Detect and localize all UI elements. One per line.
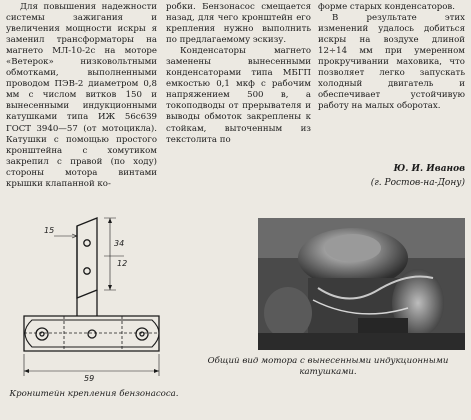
author-name: Ю. И. Иванов: [393, 164, 465, 174]
caption-motor: Общий вид мотора с вынесенными индукционными катушками.: [207, 356, 449, 377]
bracket-drawing: [4, 216, 184, 386]
dim-59: 59: [84, 374, 95, 383]
text-column-3: [318, 2, 465, 112]
text-column-2: [166, 2, 311, 146]
paragraph: Для повышения надежности системы зажигания и увеличения мощности искры я заменил трансформаторы на магнето МЛ-10-2с на моторе «Ветерок» низковольтными обмотками, выполненными проводом ПЭВ-2 диаметром 0,8 мм с числом витков 150 и вынесенными индукционными катушками типа ИЖ 56с639 ГОСТ 3940—57 (от мотоцикла). Катушки с помощью простого кронштейна с хомутиком закрепил с правой (по ходу) стороны мотора винтами крышки клапанной ко-: [6, 2, 157, 189]
motor-photo-image: [258, 218, 465, 350]
author-city: (г. Ростов-на-Дону): [370, 178, 465, 188]
caption-bracket: Кронштейн крепления бензонасоса.: [9, 389, 179, 399]
paragraph: В результате этих изменений удалось добиться искры на воздухе длиной 12÷14 мм при умеренном прокручивании маховика, что позволяет легко запускать холодный двигатель и обеспечивает устойчивую работу на малых оборотах.: [318, 13, 465, 112]
dim-34: 34: [114, 239, 125, 248]
paragraph: форме старых конденсаторов.: [318, 2, 456, 12]
dim-15: 15: [44, 226, 55, 235]
bracket-upright: [77, 218, 97, 298]
text-column-1: [6, 2, 157, 190]
motor-photo: [258, 218, 465, 350]
bracket-sketch: [4, 216, 184, 386]
dim-12: 12: [117, 259, 128, 268]
paragraph: Конденсаторы магнето заменены вынесенными конденсаторами типа МБГП емкостью 0,1 мкф с рабочим напряжением 500 в, а токоподводы от прерывателя и выводы обмоток закреплены к стойкам, выточенным из текстолита по: [166, 46, 311, 145]
paragraph: робки. Бензонасос смещается назад, для чего кронштейн его крепления нужно выполнить по предлагаемому эскизу.: [166, 2, 311, 46]
